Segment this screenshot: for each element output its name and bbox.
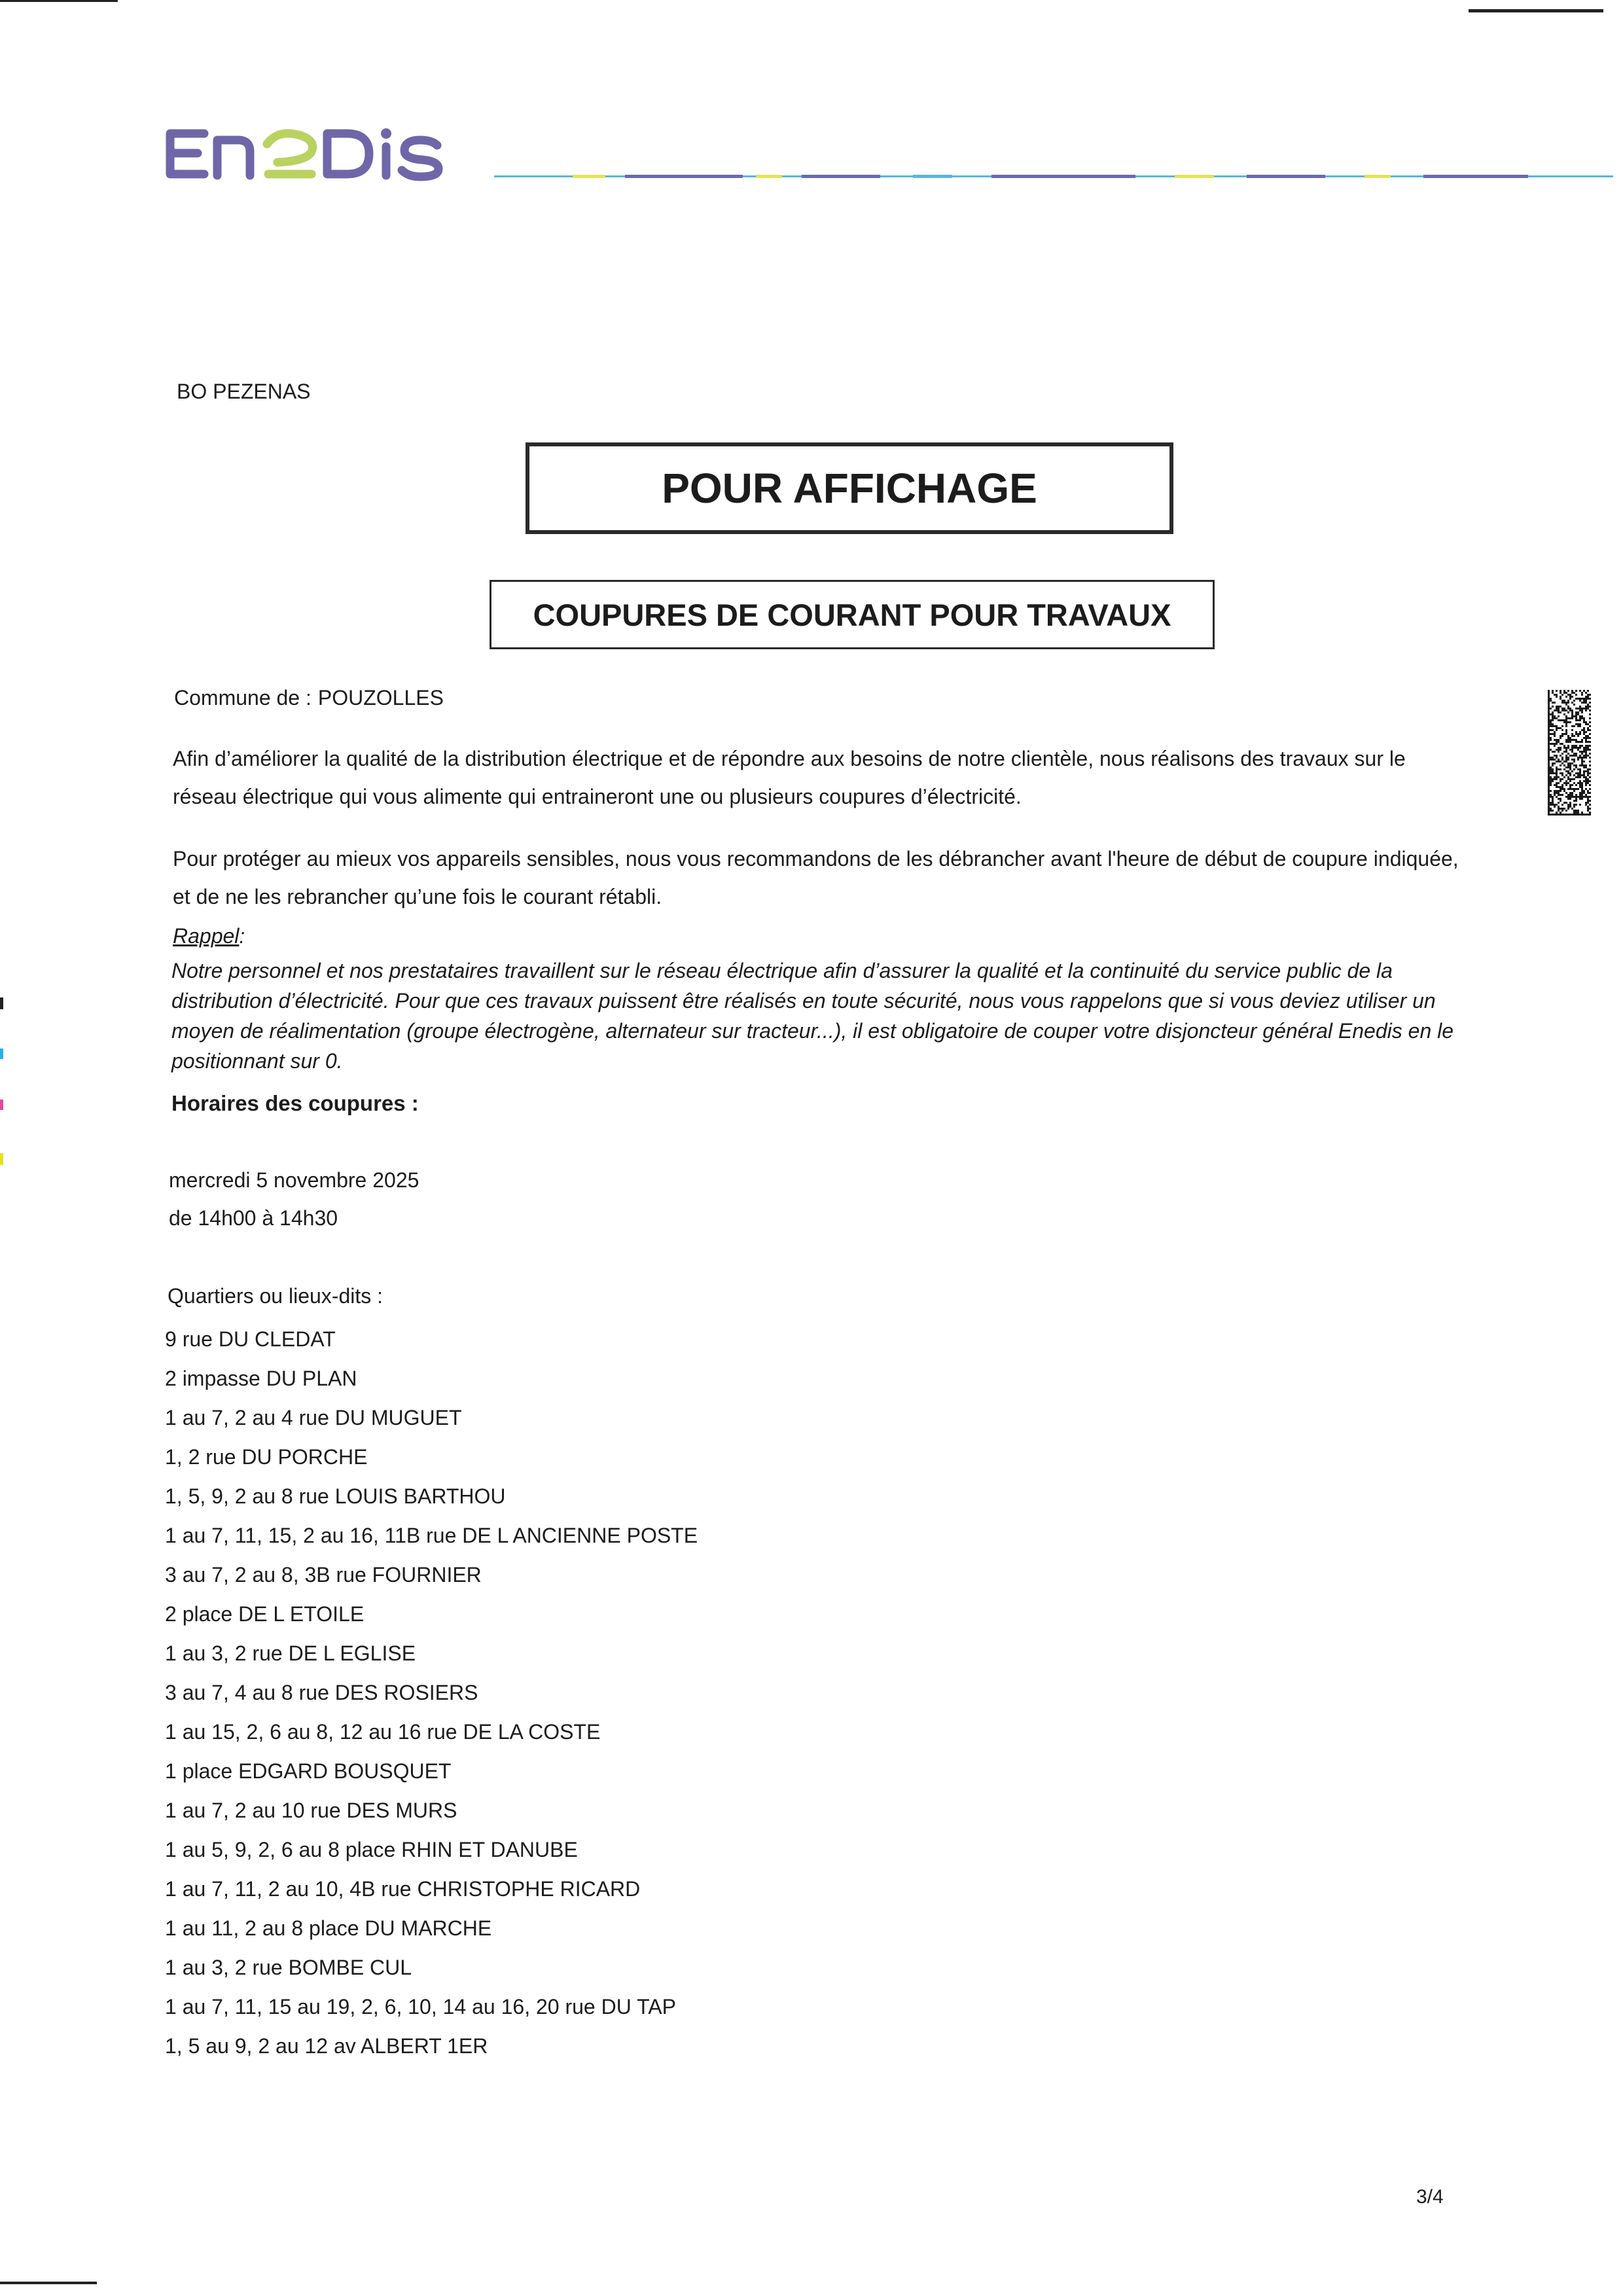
margin-tick-yellow — [0, 1153, 3, 1165]
enedis-logo — [164, 111, 478, 190]
sender-office: BO PEZENAS — [177, 380, 311, 403]
notice-title: POUR AFFICHAGE — [662, 465, 1037, 512]
scan-mark-top-right — [1469, 9, 1603, 12]
list-item: 1 au 3, 2 rue DE L EGLISE — [165, 1641, 416, 1665]
list-item: 1 au 11, 2 au 8 place DU MARCHE — [165, 1916, 492, 1940]
list-item: 1 place EDGARD BOUSQUET — [165, 1759, 452, 1783]
list-item: 1, 2 rue DU PORCHE — [165, 1445, 368, 1469]
advice-paragraph: Pour protéger au mieux vos appareils sensibles, nous vous recommandons de les débrancher avant l'heure de début de coupure indiquée, et de ne les rebrancher qu’une fois le courant rétabli. — [173, 847, 1459, 908]
page-number: 3/4 — [1416, 2186, 1444, 2208]
header-rule — [494, 169, 1613, 185]
list-item: 1 au 7, 11, 15, 2 au 16, 11B rue DE L ANCIENNE POSTE — [165, 1524, 698, 1547]
list-item: 1 au 3, 2 rue BOMBE CUL — [165, 1956, 412, 1979]
margin-tick-cyan — [0, 1049, 3, 1059]
list-item: 1 au 7, 2 au 10 rue DES MURS — [165, 1799, 457, 1822]
rappel-label: Rappel — [173, 924, 240, 948]
rappel-label-suffix: : — [239, 924, 245, 948]
locations-list — [165, 1319, 698, 2066]
list-item: 1 au 7, 2 au 4 rue DU MUGUET — [165, 1406, 462, 1429]
schedule-time: de 14h00 à 14h30 — [169, 1206, 338, 1230]
locations-label: Quartiers ou lieux-dits : — [168, 1284, 383, 1308]
notice-title-box — [526, 442, 1173, 534]
list-item: 2 impasse DU PLAN — [165, 1367, 357, 1390]
datamatrix-code — [1548, 689, 1591, 817]
schedule-heading: Horaires des coupures : — [171, 1091, 419, 1115]
margin-tick-black — [0, 997, 3, 1009]
rappel-heading — [173, 924, 245, 948]
list-item: 1 au 7, 11, 15 au 19, 2, 6, 10, 14 au 16, 20 rue DU TAP — [165, 1995, 676, 2018]
notice-subtitle-box — [490, 580, 1215, 649]
scan-mark-bottom-left — [0, 2282, 97, 2284]
list-item: 3 au 7, 2 au 8, 3B rue FOURNIER — [165, 1563, 482, 1587]
list-item: 3 au 7, 4 au 8 rue DES ROSIERS — [165, 1681, 478, 1704]
list-item: 1, 5 au 9, 2 au 12 av ALBERT 1ER — [165, 2034, 488, 2058]
schedule-date: mercredi 5 novembre 2025 — [169, 1168, 419, 1192]
scan-mark-top-left — [0, 0, 118, 2]
intro-paragraph: Afin d’améliorer la qualité de la distribution électrique et de répondre aux besoins de notre clientèle, nous réalisons des travaux sur le réseau électrique qui vous alimente qui entraineront une ou plusieurs coupures d’électricité. — [173, 747, 1406, 808]
list-item: 1, 5, 9, 2 au 8 rue LOUIS BARTHOU — [165, 1484, 506, 1508]
list-item: 1 au 7, 11, 2 au 10, 4B rue CHRISTOPHE RICARD — [165, 1877, 641, 1901]
list-item: 2 place DE L ETOILE — [165, 1602, 365, 1626]
list-item: 1 au 15, 2, 6 au 8, 12 au 16 rue DE LA COSTE — [165, 1720, 601, 1744]
commune-name: POUZOLLES — [317, 686, 444, 709]
commune-label: Commune de : — [174, 686, 312, 709]
list-item: 1 au 5, 9, 2, 6 au 8 place RHIN ET DANUBE — [165, 1838, 578, 1861]
notice-subtitle: COUPURES DE COURANT POUR TRAVAUX — [533, 597, 1171, 632]
margin-tick-magenta — [0, 1100, 3, 1110]
list-item: 9 rue DU CLEDAT — [165, 1327, 336, 1351]
commune-line — [174, 686, 444, 710]
rappel-text: Notre personnel et nos prestataires travaillent sur le réseau électrique afin d’assurer la qualité et la continuité du service public de la distribution d’électricité. Pour que ces travaux puissent être réalisés en toute sécurité, nous vous rappelons que si vous deviez utiliser un moyen de réalimentation (groupe électrogène, alternateur sur tracteur...), il est obligatoire de couper votre disjoncteur général Enedis en le positionnant sur 0. — [171, 959, 1454, 1073]
